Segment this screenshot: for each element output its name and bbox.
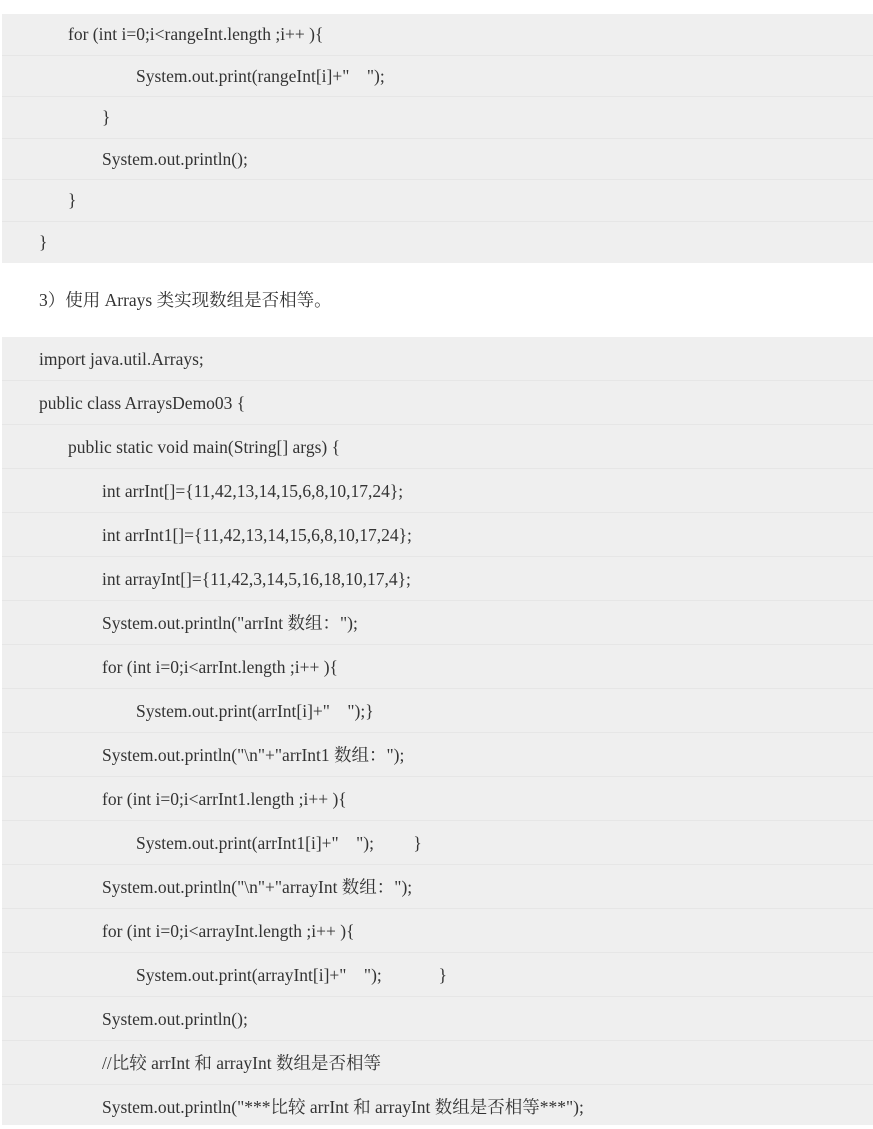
code-line: System.out.println("arrInt 数组：");	[2, 601, 873, 645]
code-line: System.out.println("\n"+"arrayInt 数组：");	[2, 865, 873, 909]
code-line: int arrInt[]={11,42,13,14,15,6,8,10,17,24};	[2, 469, 873, 513]
code-line: System.out.println();	[2, 997, 873, 1041]
code-line: System.out.println("\n"+"arrInt1 数组：");	[2, 733, 873, 777]
code-line: }	[2, 180, 873, 222]
code-line: int arrInt1[]={11,42,13,14,15,6,8,10,17,24};	[2, 513, 873, 557]
code-line: public class ArraysDemo03 {	[2, 381, 873, 425]
code-block-arrays-demo03	[2, 337, 873, 1125]
code-line: System.out.print(rangeInt[i]+" ");	[2, 56, 873, 98]
code-line: System.out.print(arrayInt[i]+" "); }	[2, 953, 873, 997]
code-line: for (int i=0;i<arrInt1.length ;i++ ){	[2, 777, 873, 821]
code-line: System.out.print(arrInt1[i]+" "); }	[2, 821, 873, 865]
code-line: for (int i=0;i<rangeInt.length ;i++ ){	[2, 14, 873, 56]
step-3-heading: 3）使用 Arrays 类实现数组是否相等。	[39, 290, 332, 310]
code-line: System.out.println("***比较 arrInt 和 arrayInt 数组是否相等***");	[102, 1097, 584, 1117]
code-line: for (int i=0;i<arrayInt.length ;i++ ){	[2, 909, 873, 953]
code-line: public static void main(String[] args) {	[2, 425, 873, 469]
code-line: for (int i=0;i<arrInt.length ;i++ ){	[2, 645, 873, 689]
code-comment: //比较 arrInt 和 arrayInt 数组是否相等	[2, 1041, 873, 1085]
code-line: System.out.println();	[2, 139, 873, 181]
code-line: int arrayInt[]={11,42,3,14,5,16,18,10,17,4};	[2, 557, 873, 601]
code-line: System.out.print(arrInt[i]+" ");}	[2, 689, 873, 733]
code-line: }	[2, 97, 873, 139]
code-line: import java.util.Arrays;	[2, 337, 873, 381]
code-line: }	[39, 231, 48, 252]
code-block-loop-tail	[2, 14, 873, 263]
